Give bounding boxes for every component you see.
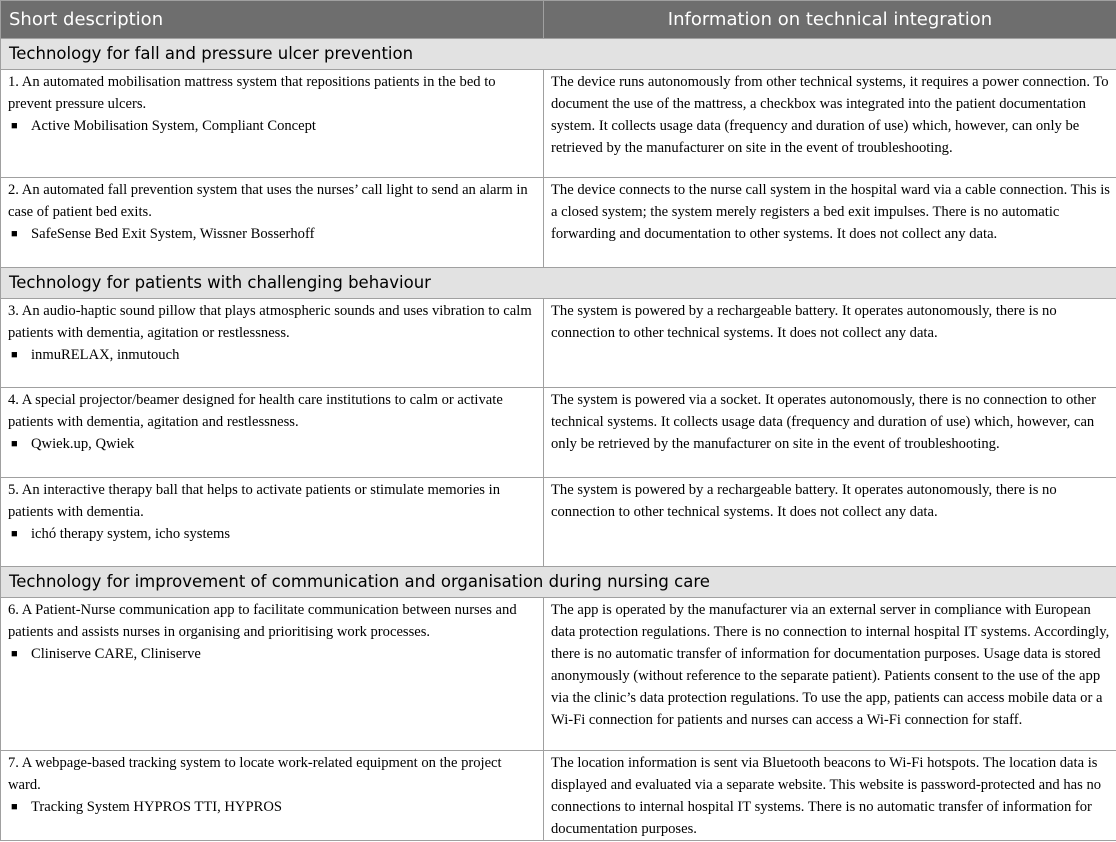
square-bullet-icon: ■ — [11, 528, 18, 540]
square-bullet-icon: ■ — [11, 648, 18, 660]
table-row — [1, 598, 1116, 751]
description-cell — [1, 598, 544, 751]
table-row — [1, 388, 1116, 478]
integration-cell: The system is powered by a rechargeable battery. It operates autonomously, there is no connection to other technical systems. It does not collect any data. — [544, 478, 1116, 567]
square-bullet-icon: ■ — [11, 228, 18, 240]
product-line — [8, 344, 537, 366]
description-text: 2. An automated fall prevention system that uses the nurses’ call light to send an alarm in case of patient bed exits. — [8, 182, 528, 220]
product-name: Qwiek.up, Qwiek — [31, 436, 135, 452]
product-name: Active Mobilisation System, Compliant Concept — [31, 118, 316, 134]
section-title: Technology for fall and pressure ulcer prevention — [1, 39, 1116, 70]
square-bullet-icon: ■ — [11, 349, 18, 361]
description-text: 4. A special projector/beamer designed for health care institutions to calm or activate patients with dementia, agitation and restlessness. — [8, 392, 503, 430]
section-title: Technology for patients with challenging behaviour — [1, 268, 1116, 299]
header-row — [1, 1, 1116, 39]
header-technical-integration: Information on technical integration — [544, 1, 1116, 39]
table-row — [1, 70, 1116, 178]
product-name: Tracking System HYPROS TTI, HYPROS — [31, 799, 282, 815]
description-text: 1. An automated mobilisation mattress system that repositions patients in the bed to prevent pressure ulcers. — [8, 74, 496, 112]
product-line — [8, 223, 537, 245]
product-name: Cliniserve CARE, Cliniserve — [31, 646, 201, 662]
square-bullet-icon: ■ — [11, 438, 18, 450]
product-name: inmuRELAX, inmutouch — [31, 347, 180, 363]
integration-cell: The system is powered by a rechargeable battery. It operates autonomously, there is no connection to other technical systems. It does not collect any data. — [544, 299, 1116, 388]
product-line — [8, 433, 537, 455]
integration-cell: The device runs autonomously from other technical systems, it requires a power connection. To document the use of the mattress, a checkbox was integrated into the patient documentation system. It collects usage data (frequency and duration of use) which, however, can only be retrieved by the manufacturer on site in the event of troubleshooting. — [544, 70, 1116, 178]
integration-cell: The system is powered via a socket. It operates autonomously, there is no connection to other technical systems. It collects usage data (frequency and duration of use) which, however, can only be retrieved by the manufacturer on site in the event of troubleshooting. — [544, 388, 1116, 478]
product-line — [8, 523, 537, 545]
section-row — [1, 567, 1116, 598]
table-row — [1, 178, 1116, 268]
description-text: 7. A webpage-based tracking system to locate work-related equipment on the project ward. — [8, 755, 502, 793]
description-cell — [1, 70, 544, 178]
square-bullet-icon: ■ — [11, 120, 18, 132]
section-title: Technology for improvement of communication and organisation during nursing care — [1, 567, 1116, 598]
square-bullet-icon: ■ — [11, 801, 18, 813]
product-name: SafeSense Bed Exit System, Wissner Bosserhoff — [31, 226, 315, 242]
product-line — [8, 115, 537, 137]
description-cell — [1, 388, 544, 478]
integration-cell: The location information is sent via Bluetooth beacons to Wi-Fi hotspots. The location data is displayed and evaluated via a separate website. This website is password-protected and has no connections to internal hospital IT systems. There is no automatic transfer of information for documentation purposes. — [544, 751, 1116, 841]
description-text: 3. An audio-haptic sound pillow that plays atmospheric sounds and uses vibration to calm patients with dementia, agitation or restlessness. — [8, 303, 532, 341]
description-text: 5. An interactive therapy ball that helps to activate patients or stimulate memories in patients with dementia. — [8, 482, 500, 520]
description-text: 6. A Patient-Nurse communication app to facilitate communication between nurses and patients and assists nurses in organising and prioritising work processes. — [8, 602, 517, 640]
integration-cell: The device connects to the nurse call system in the hospital ward via a cable connection. This is a closed system; the system merely registers a bed exit impulses. There is no automatic forwarding and documentation to other systems. It does not collect any data. — [544, 178, 1116, 268]
description-cell — [1, 751, 544, 841]
header-short-description: Short description — [1, 1, 544, 39]
product-line — [8, 796, 537, 818]
section-row — [1, 268, 1116, 299]
table-row — [1, 299, 1116, 388]
description-cell — [1, 478, 544, 567]
table-row — [1, 751, 1116, 841]
description-cell — [1, 299, 544, 388]
description-cell — [1, 178, 544, 268]
product-name: ichó therapy system, icho systems — [31, 526, 231, 542]
section-row — [1, 39, 1116, 70]
product-line — [8, 643, 537, 665]
integration-cell: The app is operated by the manufacturer via an external server in compliance with European data protection regulations. There is no connection to internal hospital IT systems. Accordingly, there is no automatic transfer of information for documentation purposes. Usage data is stored anonymously (without reference to the separate patient). Patients consent to the use of the app via the clinic’s data protection regulations. To use the app, patients can access mobile data or a Wi-Fi connection for patients and nurses can access a Wi-Fi connection for staff. — [544, 598, 1116, 751]
table-row — [1, 478, 1116, 567]
